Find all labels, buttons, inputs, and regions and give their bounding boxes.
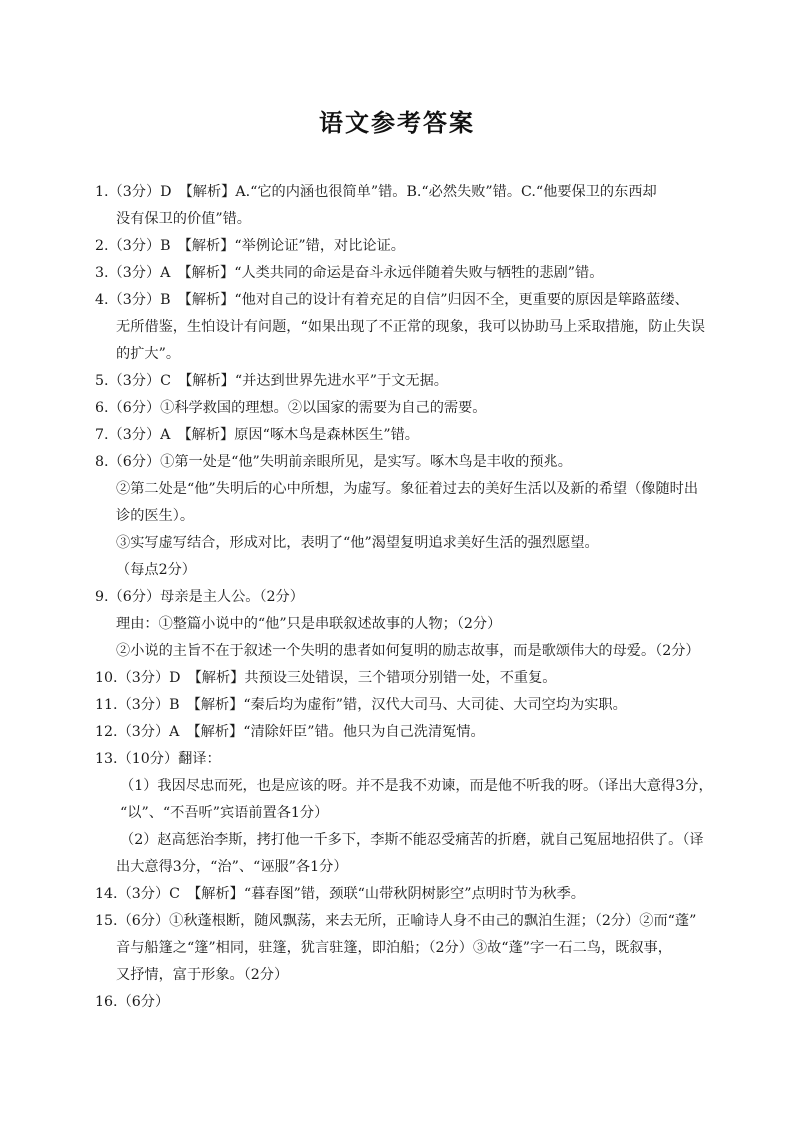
- answer-line: 2.（3分）B 【解析】“举例论证”错，对比论证。: [95, 238, 405, 254]
- answer-line: （1）我因尽忠而死，也是应该的呀。并不是我不劝谏，而是他不听我的呀。（译出大意得3分，: [120, 778, 713, 794]
- answer-line: 4.（3分）B 【解析】“他对自己的设计有着充足的自信”归因不全，更重要的原因是筚路蓝缕、: [95, 292, 689, 308]
- answer-line: 没有保卫的价值”错。: [116, 211, 251, 227]
- answer-line: 的扩大”。: [116, 346, 181, 362]
- answer-line: 又抒情，富于形象。（2分）: [116, 967, 289, 983]
- answer-line: 6.（6分）①科学救国的理想。②以国家的需要为自己的需要。: [95, 400, 487, 416]
- answer-line: 7.（3分）A 【解析】原因“啄木鸟是森林医生”错。: [95, 427, 419, 443]
- answer-line: 15.（6分）①秋蓬根断，随风飘荡，来去无所，正喻诗人身不由己的飘泊生涯；（2分）②而“蓬”: [95, 913, 697, 929]
- answer-line: 3.（3分）A 【解析】“人类共同的命运是奋斗永远伴随着失败与牺牲的悲剧”错。: [95, 265, 604, 281]
- answer-line: 13.（10分）翻译：: [95, 751, 221, 767]
- answer-line: 11.（3分）B 【解析】“秦后均为虚衔”错，汉代大司马、大司徒、大司空均为实职。: [95, 697, 627, 713]
- answer-line: “以”、“不吾听”宾语前置各1分）: [120, 805, 329, 821]
- answer-line: 12.（3分）A 【解析】“清除奸臣”错。他只为自己洗清冤情。: [95, 724, 485, 740]
- answer-line: ②第二处是“他”失明后的心中所想，为虚写。象征着过去的美好生活以及新的希望（像随时出: [116, 481, 699, 497]
- answer-line: 音与船篷之“篷”相同，驻篷，犹言驻篷，即泊船；（2分）③故“蓬”字一石二鸟，既叙事，: [116, 940, 672, 956]
- answer-line: ③实写虚写结合，形成对比，表明了“他”渴望复明追求美好生活的强烈愿望。: [116, 535, 599, 551]
- answer-line: 14.（3分）C 【解析】“暮春图”错，颈联“山带秋阴树影空”点明时节为秋季。: [95, 886, 585, 902]
- page-title: 语文参考答案: [319, 109, 475, 137]
- answer-line: 1.（3分）D 【解析】A.“它的内涵也很简单”错。B.“必然失败”错。C.“他要保卫的东西却: [95, 184, 657, 200]
- answer-line: 16.（6分）: [95, 994, 170, 1010]
- answer-line: 9.（6分）母亲是主人公。（2分）: [95, 589, 304, 605]
- answer-line: 诊的医生）。: [116, 508, 195, 524]
- answer-line: 无所借鉴，生怕设计有问题，“如果出现了不正常的现象，我可以协助马上采取措施，防止失误: [116, 319, 705, 335]
- answer-line: ②小说的主旨不在于叙述一个失明的患者如何复明的励志故事，而是歌颂伟大的母爱。（2分）: [116, 643, 700, 659]
- answer-line: 理由：①整篇小说中的“他”只是串联叙述故事的人物；（2分）: [116, 616, 502, 632]
- answer-line: 8.（6分）①第一处是“他”失明前亲眼所见，是实写。啄木鸟是丰收的预兆。: [95, 454, 572, 470]
- answer-line: 10.（3分）D 【解析】共预设三处错误，三个错项分别错一处，不重复。: [95, 670, 557, 686]
- answer-line: 5.（3分）C 【解析】“并达到世界先进水平”于文无据。: [95, 373, 448, 389]
- answer-line: （每点2分）: [116, 562, 196, 578]
- answer-line: （2）赵高惩治李斯，拷打他一千多下，李斯不能忍受痛苦的折磨，就自己冤屈地招供了。（译: [120, 832, 704, 848]
- answer-line: 出大意得3分，“治”、“诬服”各1分）: [116, 859, 348, 875]
